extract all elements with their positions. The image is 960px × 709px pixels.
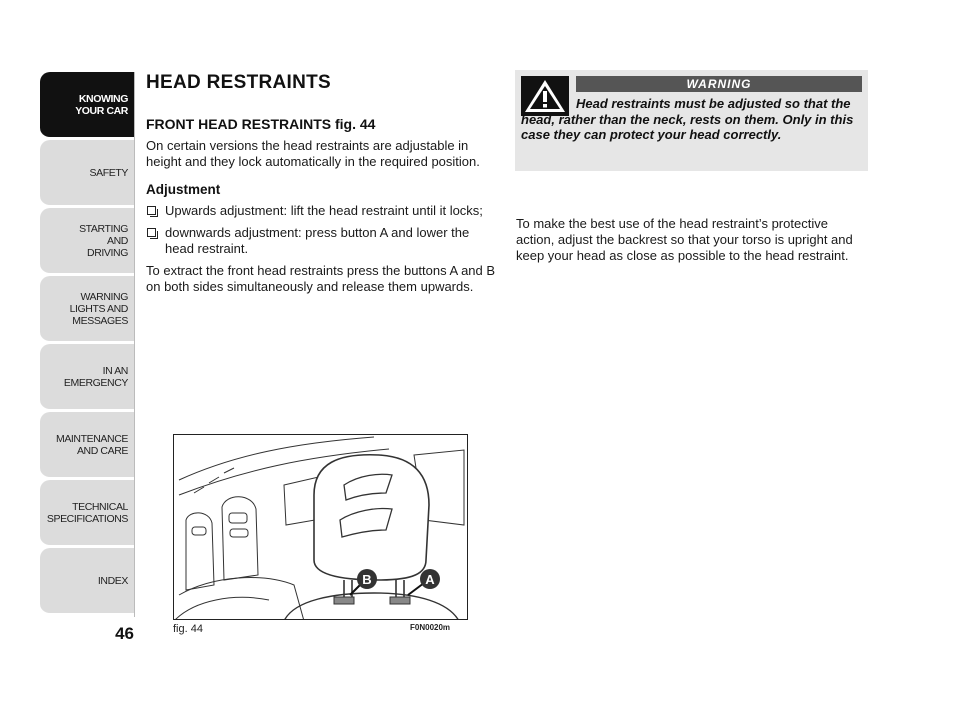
right-paragraph: To make the best use of the head restraint’s protective action, adjust the backrest so that your torso is upright and keep your head as close as possible to the head restraint.	[516, 216, 853, 263]
checkbox-bullet-icon	[147, 228, 156, 237]
label-a: A	[425, 572, 435, 587]
label-b: B	[362, 572, 372, 587]
figure-caption: fig. 44	[173, 623, 203, 635]
warning-box	[515, 70, 868, 171]
warning-text: Head restraints must be adjusted so that the head, rather than the neck, rests on them. Only in this case they can protect your head correctly.	[521, 96, 854, 142]
list-item	[146, 225, 496, 257]
page-number: 46	[115, 624, 134, 643]
page-title: HEAD RESTRAINTS	[146, 72, 332, 93]
figure-code: F0N0020m	[410, 623, 451, 632]
extract-paragraph: To extract the front head restraints press the buttons A and B on both sides simultaneously and release them upwards.	[146, 263, 496, 294]
tab-safety[interactable]: SAFETY	[40, 140, 134, 206]
tab-warning-lights[interactable]: WARNING LIGHTS AND MESSAGES	[40, 276, 134, 342]
main-column	[146, 72, 496, 295]
section-subtitle: FRONT HEAD RESTRAINTS fig. 44	[146, 116, 376, 132]
warning-title: WARNING	[576, 76, 862, 92]
bullet-text-upwards: Upwards adjustment: lift the head restraint until it locks;	[165, 203, 483, 218]
tab-index[interactable]: INDEX	[40, 548, 134, 614]
tab-emergency[interactable]: IN AN EMERGENCY	[40, 344, 134, 410]
adjustment-heading: Adjustment	[146, 182, 221, 197]
tab-maintenance[interactable]: MAINTENANCE AND CARE	[40, 412, 134, 478]
tab-starting-and-driving[interactable]: STARTING AND DRIVING	[40, 208, 134, 274]
sidebar-divider	[134, 72, 135, 617]
checkbox-bullet-icon	[147, 206, 156, 215]
tab-knowing-your-car[interactable]: KNOWING YOUR CAR	[40, 72, 134, 138]
tab-technical-specs[interactable]: TECHNICAL SPECIFICATIONS	[40, 480, 134, 546]
intro-paragraph: On certain versions the head restraints are adjustable in height and they lock automatically in the required position.	[146, 138, 480, 169]
bullet-text-downwards: downwards adjustment: press button A and lower the head restraint.	[165, 225, 470, 256]
head-restraint-figure	[173, 434, 468, 620]
list-item	[146, 203, 496, 219]
